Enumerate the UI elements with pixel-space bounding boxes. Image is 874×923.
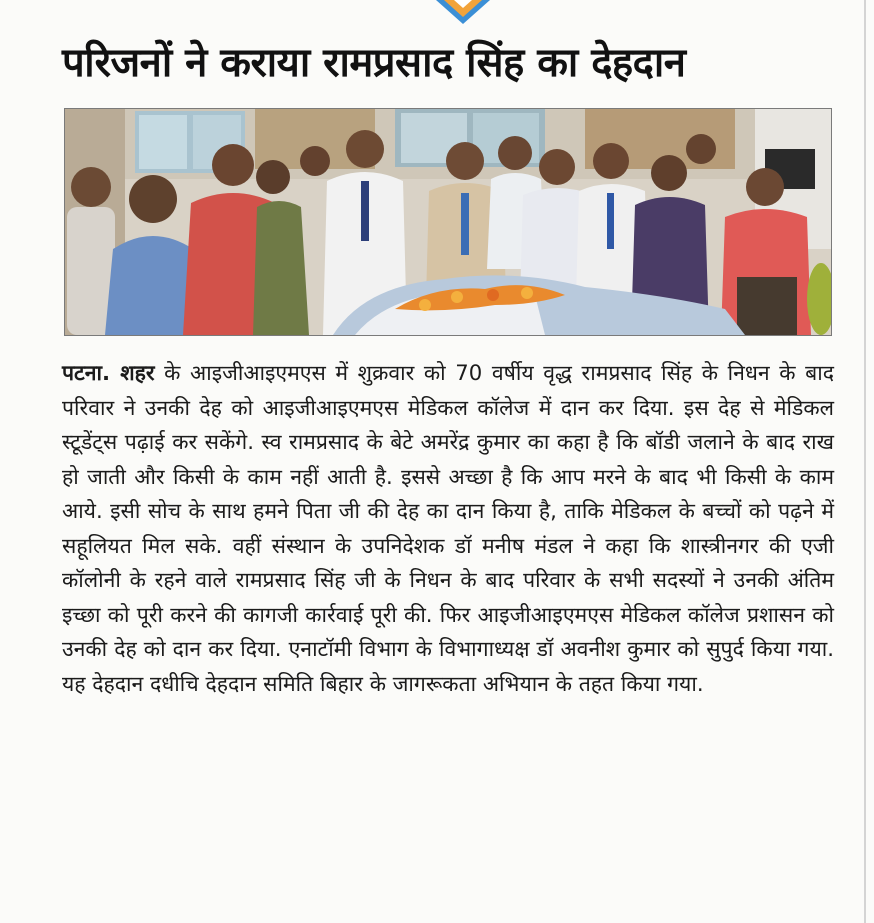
article-text: के आइजीआइएमएस में शुक्रवार को 70 वर्षीय वृद्ध रामप्रसाद सिंह के निधन के बाद परिवार ने उनकी देह को आइजीआइएमएस मेडिकल कॉलेज में दान कर दिया. इस देह से मेडिकल स्टूडेंट्स पढ़ाई कर सकेंगे. स्व रामप्रसाद के बेटे अमरेंद्र कुमार का कहा है कि बॉडी जलाने के बाद राख हो जाती और किसी के काम नहीं आती है. इससे अच्छा है कि आप मरने के बाद भी किसी के काम आये. इसी सोच के साथ हमने पिता जी की देह का दान किया है, ताकि मेडिकल के बच्चों को पढ़ने में सहूलियत मिल सके. वहीं संस्थान के उपनिदेशक डॉ मनीष मंडल ने कहा कि शास्त्रीनगर की एजी कॉलोनी के रहने वाले रामप्रसाद सिंह जी के निधन के बाद परिवार के सभी सदस्यों ने उनकी अंतिम इच्छा को पूरी करने की कागजी कार्रवाई पूरी की. फिर आइजीआइएमएस मेडिकल कॉलेज प्रशासन को उनकी देह को दान कर दिया. एनाटॉमी विभाग के विभागाध्यक्ष डॉ अवनीश कुमार को सुपुर्द किया गया. यह देहदान दधीचि देहदान समिति बिहार के जागरूकता अभियान के तहत किया गया. bbox=[62, 360, 834, 696]
section-ornament-icon bbox=[436, 0, 490, 26]
article-dateline: पटना. शहर bbox=[62, 360, 155, 385]
article-headline: परिजनों ने कराया रामप्रसाद सिंह का देहदान bbox=[62, 40, 686, 86]
column-divider bbox=[864, 0, 866, 923]
article-body bbox=[62, 356, 834, 701]
article-photo bbox=[64, 108, 832, 336]
